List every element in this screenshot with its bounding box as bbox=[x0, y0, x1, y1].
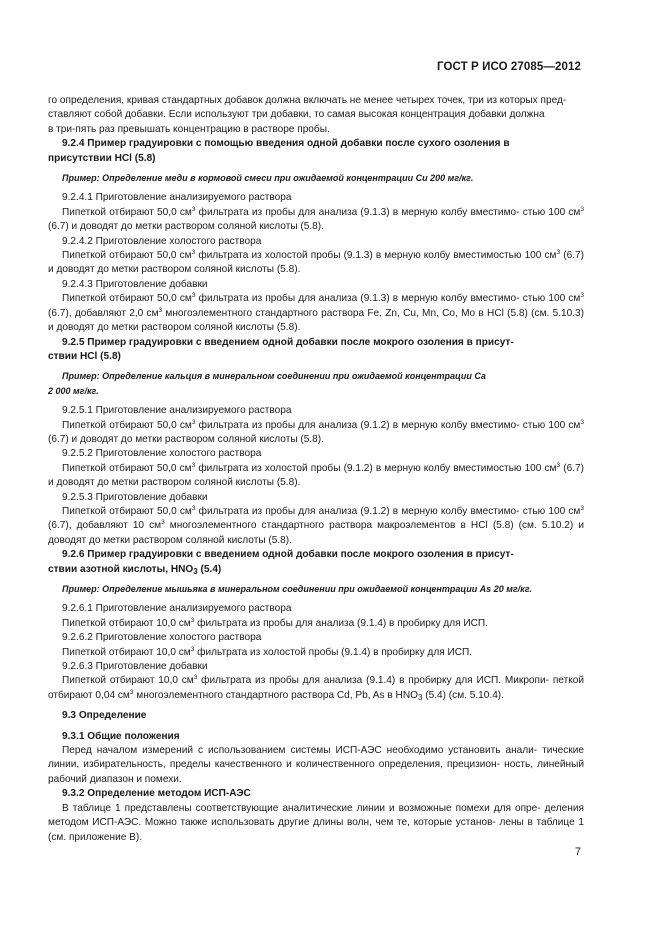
subsection-title: 9.2.4.3 Приготовление добавки bbox=[62, 278, 208, 290]
example-note: Пример: Определение меди в кормовой смеси при ожидаемой концентрации Cu 200 мг/кг. bbox=[62, 173, 474, 184]
text-line: в три-пять раз превышать концентрацию в растворе пробы. bbox=[48, 123, 330, 135]
section-heading-9-3-2: 9.3.2 Определение методом ИСП-АЭС bbox=[62, 788, 251, 800]
subsection-title: 9.2.6.3 Приготовление добавки bbox=[62, 661, 208, 673]
subsection-title: 9.2.4.2 Приготовление холостого раствора bbox=[62, 235, 262, 247]
section-heading-9-3: 9.3 Определение bbox=[62, 710, 147, 722]
paragraph: Пипеткой отбирают 10,0 $см^3$ фильтрата из холостой пробы (9.1.4) в пробирку для ИСП. bbox=[62, 645, 473, 658]
paragraph: Пипеткой отбирают 10,0 $см^3$ фильтрата из пробы для анализа (9.1.4) в пробирку для ИСП. bbox=[62, 616, 488, 629]
subsection-title: 9.2.4.1 Приготовление анализируемого раствора bbox=[62, 192, 292, 204]
subsection-title: 9.2.6.2 Приготовление холостого раствора bbox=[62, 632, 262, 644]
paragraph: Пипеткой отбирают 50,0 $см^3$ фильтрата из пробы для анализа (9.1.3) в мерную колбу вместимо- стью 100 $см^3$ (6.7), добавляют 2,0 $см^3$ многоэлементного стандартного раствора Fe, Zn, Cu, Mn, Co, Mo в HCl (5.8) (см. 5.10.3) и доводят до метки раствором соляной кислоты (5.8). bbox=[48, 292, 585, 334]
paragraph: Перед началом измерений с использованием системы ИСП-АЭС необходимо установить анали- тические линии, избирательность, пределы качественного и количественного определения, прецизион- ность, линейный рабочий диапазон и помехи. bbox=[48, 745, 584, 785]
subsection-title: 9.2.6.1 Приготовление анализируемого раствора bbox=[62, 603, 292, 615]
section-heading-9-2-6: 9.2.6 Пример градуировки с введением одной добавки после мокрого озоления в присут- ствии азотной кислоты, $HNO_3$ (5.4) bbox=[48, 549, 514, 576]
paragraph: Пипеткой отбирают 50,0 $см^3$ фильтрата из холостой пробы (9.1.2) в мерную колбу вместимостью 100 $см^3$ (6.7) и доводят до метки раствором соляной кислоты (5.8). bbox=[48, 461, 584, 489]
section-heading-9-2-4: 9.2.4 Пример градуировки с помощью введения одной добавки после сухого озоления в присутствии HCl (5.8) bbox=[48, 138, 510, 164]
section-heading-9-2-5: 9.2.5 Пример градуировки с введением одной добавки после мокрого озоления в присут- ствии HCl (5.8) bbox=[48, 336, 514, 362]
example-note: Пример: Определение мышьяка в минеральном соединении при ожидаемой концентрации As 20 мг/кг. bbox=[62, 584, 532, 594]
paragraph: Пипеткой отбирают 10,0 $см^3$ фильтрата из пробы для анализа (9.1.4) в пробирку для ИСП. Микропи- петкой отбирают 0,04 $см^3$ многоэлементного стандартного раствора Cd, Pb, As в $HNO_3$ (5.4) (см. 5.10.4). bbox=[48, 674, 584, 702]
section-heading-9-3-1: 9.3.1 Общие положения bbox=[62, 730, 180, 742]
paragraph: В таблице 1 представлены соответствующие аналитические линии и возможные помехи для опре- деления методом ИСП-АЭС. Можно также использовать другие длины волн, чем те, которые установ- лены в таблице 1 (см. приложение В). bbox=[48, 802, 584, 843]
continuation-paragraph bbox=[48, 94, 584, 137]
document-code: ГОСТ Р ИСО 27085—2012 bbox=[436, 61, 581, 73]
subsection-title: 9.2.5.3 Приготовление добавки bbox=[62, 491, 208, 503]
subsection-title: 9.2.5.1 Приготовление анализируемого раствора bbox=[62, 405, 292, 417]
subsection-title: 9.2.5.2 Приготовление холостого раствора bbox=[62, 448, 262, 460]
paragraph: Пипеткой отбирают 50,0 $см^3$ фильтрата из пробы для анализа (9.1.2) в мерную колбу вместимо- стью 100 $см^3$ (6.7), добавляют 10 $см^3$ многоэлементного стандартного раствора макроэлементов в HCl (5.8) (см. 5.10.2) и доводят до метки раствором соляной кислоты (5.8). bbox=[48, 504, 584, 546]
text-line: го определения, кривая стандартных добавок должна включать не менее четырех точек, три из которых пред- bbox=[48, 95, 567, 106]
paragraph: Пипеткой отбирают 50,0 $см^3$ фильтрата из пробы для анализа (9.1.2) в мерную колбу вместимо- стью 100 $см^3$ (6.7) и доводят до метки раствором соляной кислоты (5.8). bbox=[48, 418, 584, 445]
example-note: Пример: Определение кальция в минеральном соединении при ожидаемой концентрации Ca 2 000 мг/кг. bbox=[48, 371, 486, 396]
paragraph: Пипеткой отбирают 50,0 $см^3$ фильтрата из пробы для анализа (9.1.3) в мерную колбу вместимо- стью 100 $см^3$ (6.7) и доводят до метки раствором соляной кислоты (5.8). bbox=[48, 205, 584, 233]
paragraph: Пипеткой отбирают 50,0 $см^3$ фильтрата из холостой пробы (9.1.3) в мерную колбу вместимостью 100 $см^3$ (6.7) и доводят до метки раствором соляной кислоты (5.8). bbox=[48, 249, 584, 276]
text-line: ставляют собой добавки. Если используют три добавки, то самая высокая концентрация добавки должна bbox=[48, 109, 545, 121]
page-number: 7 bbox=[574, 846, 581, 858]
page-body bbox=[48, 94, 584, 845]
